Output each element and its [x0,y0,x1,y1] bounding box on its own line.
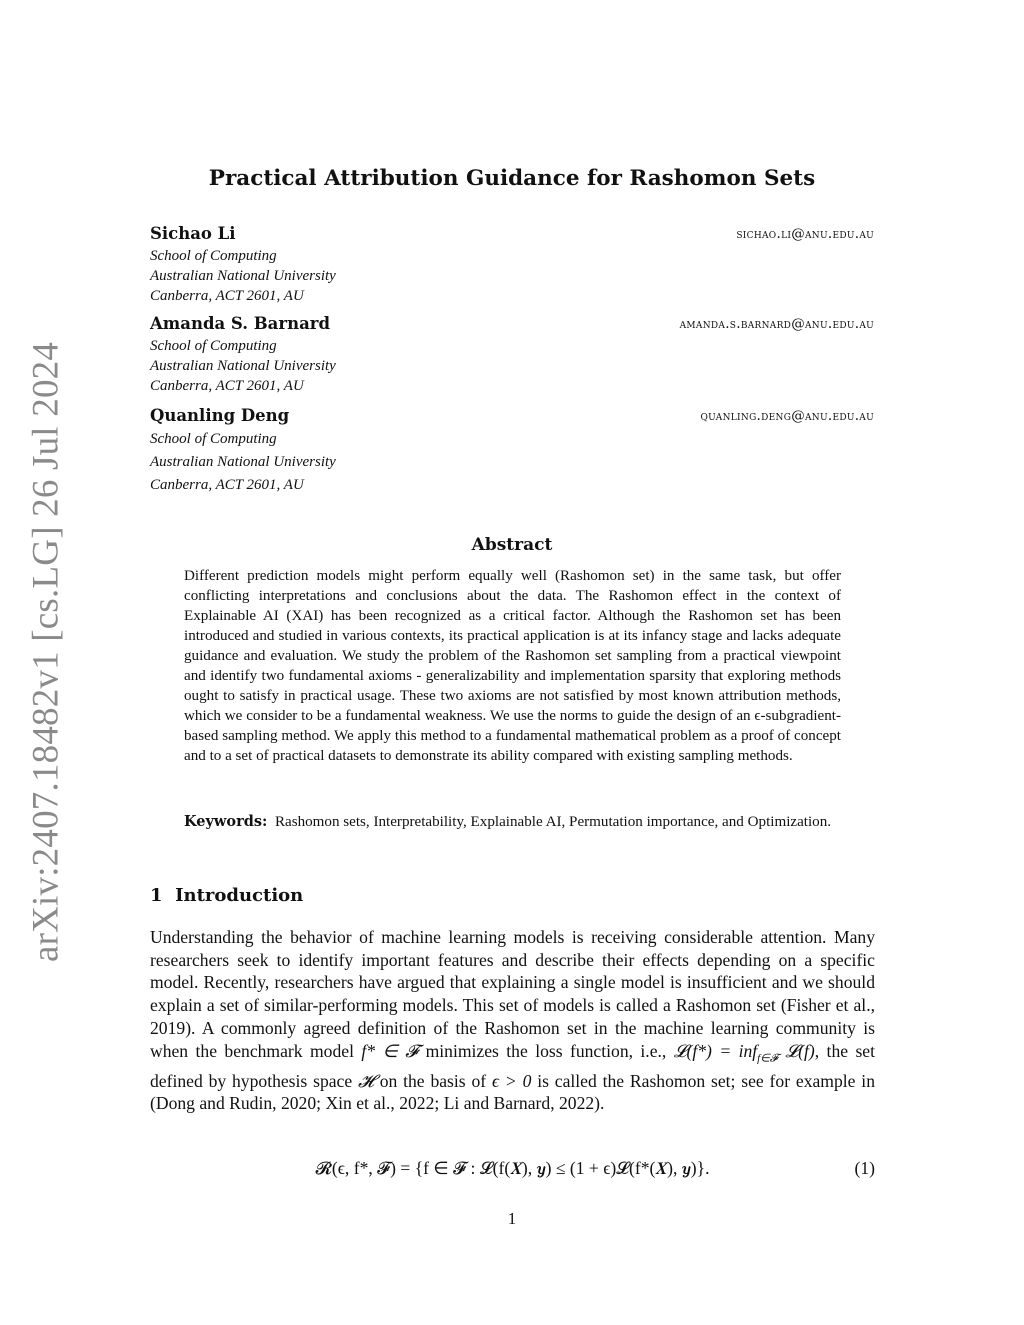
author-affiliation-university: Australian National University [150,268,336,284]
author-email[interactable]: sichao.li@anu.edu.au [736,226,874,242]
page-number: 1 [507,1209,517,1228]
equation-body: 𝓡(ϵ, f*, 𝓕) = {f ∈ 𝓕 : 𝓛(f(𝑿), 𝒚) ≤ (1 + ϵ)𝓛(f*(𝑿), 𝒚)}. [315,1158,710,1178]
author-affiliation-school: School of Computing [150,431,277,447]
author-affiliation-school: School of Computing [150,248,277,264]
section-number: 1 [150,885,163,906]
author-name: Quanling Deng [150,406,290,425]
author-affiliation-address: Canberra, ACT 2601, AU [150,378,304,394]
paper-title: Practical Attribution Guidance for Rashomon Sets [208,166,816,191]
equation-1 [150,1158,875,1182]
author-block [150,224,874,306]
keywords-text: Rashomon sets, Interpretability, Explainable AI, Permutation importance, and Optimization. [274,814,832,830]
author-name: Sichao Li [150,224,236,243]
keywords-label: Keywords: [184,813,268,830]
intro-text-segment: Understanding the behavior of machine learning models is receiving considerable attention. Many researchers seek to identify important features and describe their effects depending on a specific model. Recently, researchers have argued that explaining a single model is insufficient and we should explain a set of similar-performing models. This set of models is called a Rashomon set (Fisher et al., 2019). A commonly agreed definition of the Rashomon set in the machine learning community is when the benchmark model [150,927,875,1061]
equation-number: (1) [854,1158,875,1178]
author-affiliation-school: School of Computing [150,338,277,354]
author-block [150,314,874,396]
abstract-heading: Abstract [471,535,553,555]
author-affiliation-university: Australian National University [150,454,336,470]
author-affiliation-university: Australian National University [150,358,336,374]
intro-text-segment: is called the Rashomon set; see for example in (Dong and Rudin, 2020; Xin et al., 2022; Li and Barnard, 2022). [150,1070,875,1114]
math-inline: f* ∈ 𝓕 [361,1040,419,1061]
keywords [184,812,841,833]
author-email[interactable]: quanling.deng@anu.edu.au [700,408,874,424]
math-inline: 𝓛(f) [777,1040,815,1061]
intro-paragraph [150,926,875,1115]
section-title: Introduction [175,885,304,906]
intro-text-segment: on the basis of [373,1070,492,1091]
math-inline: 𝓗 [358,1070,374,1091]
author-affiliation-address: Canberra, ACT 2601, AU [150,288,304,304]
author-name: Amanda S. Barnard [150,314,330,333]
intro-text-segment: , the set defined by hypothesis space [150,1040,875,1091]
math-subscript: f∈𝓕 [757,1052,778,1065]
section-heading [150,885,303,906]
abstract-text: Different prediction models might perform equally well (Rashomon set) in the same task, but offer conflicting interpretations and conclusions about the data. The Rashomon effect in the context of Explainable AI (XAI) has been recognized as a critical factor. Although the Rashomon set has been introduced and studied in various contexts, its practical application is at its infancy stage and lacks adequate guidance and evaluation. We study the problem of the Rashomon set sampling from a practical viewpoint and identify two fundamental axioms - generalizability and implementation sparsity that exploring methods ought to satisfy in practical usage. These two axioms are not satisfied by most known attribution methods, which we consider to be a fundamental weakness. We use the norms to guide the design of an ϵ-subgradient-based sampling method. We apply this method to a fundamental mathematical problem as a proof of concept and to a set of practical datasets to demonstrate its ability compared with existing sampling methods. [184,568,841,765]
math-inline: 𝓛(f*) = inf [673,1040,758,1061]
author-email[interactable]: amanda.s.barnard@anu.edu.au [679,316,874,332]
arxiv-stamp: arXiv:2407.18482v1 [cs.LG] 26 Jul 2024 [25,341,67,963]
author-affiliation-address: Canberra, ACT 2601, AU [150,477,304,493]
math-inline: ϵ > 0 [491,1070,532,1091]
intro-text-segment: minimizes the loss function, i.e., [418,1040,674,1061]
author-block [150,406,874,497]
